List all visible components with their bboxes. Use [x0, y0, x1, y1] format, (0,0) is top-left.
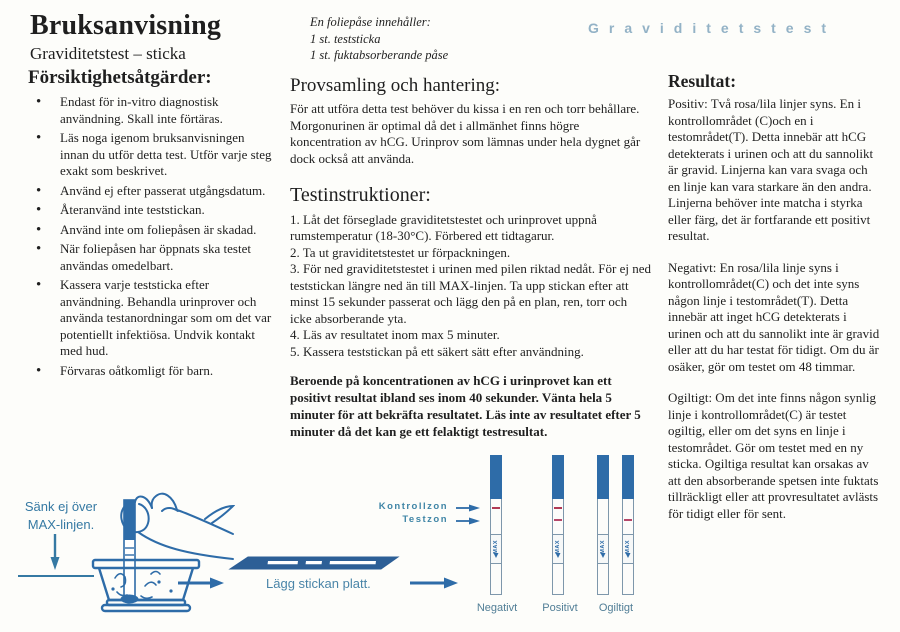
stick-max-mark [552, 535, 564, 564]
stick-handle [552, 455, 564, 499]
stick-tip [552, 564, 564, 595]
arrow-down-icon [493, 553, 499, 558]
arrow-down-icon [555, 553, 561, 558]
stick-caption-negative: Negativt [476, 602, 518, 614]
arrow-down-icon [600, 553, 606, 558]
sampling-and-instructions-section [290, 74, 652, 441]
control-line [492, 507, 500, 509]
arrow-right-icon [456, 517, 480, 525]
stick-max-mark [597, 535, 609, 564]
package-note-line: 1 st. fuktabsorberande påse [310, 48, 449, 62]
dip-label-line: MAX-linjen. [27, 516, 95, 532]
stick-max-mark [622, 535, 634, 564]
timing-warning: Beroende på koncentrationen av hCG i urinprovet kan ett positivt resultat ibland ses inom 40 sekunder. Vänta hela 5 minuter för att bekräfta resultatet. Läs inte av resultatet efter 5 minuter då det kan ge ett felaktigt testresultat. [290, 373, 641, 439]
stick-result-window [490, 499, 502, 535]
stick-handle [622, 455, 634, 499]
test-stick-negative [490, 455, 502, 595]
dip-test-illustration [85, 462, 235, 614]
page-subtitle: Graviditetstest – sticka [30, 44, 186, 63]
test-stick-invalid-testline-only [622, 455, 634, 595]
test-line [554, 519, 562, 521]
flat-stick-illustration [228, 553, 400, 575]
max-label: MAX [625, 539, 631, 554]
zone-labels [378, 500, 448, 527]
instruction-step: 4. Läs av resultatet inom max 5 minuter. [290, 327, 500, 343]
instruction-step: 3. För ned graviditetstestet i urinen med pilen riktad nedåt. För ej ned teststickan längre ned än till MAX-linjen. Ta upp stickan efter att minst 15 sekunder passerat och lägg den på en plan, ren, torr och icke absorberande yta. [290, 261, 652, 326]
stick-handle [490, 455, 502, 499]
list-item: • Endast för in-vitro diagnostisk användning. Skall inte förtäras. [28, 94, 276, 127]
sampling-body: För att utföra detta test behöver du kissa i en ren och torr behållare. Morgonurinen är optimal då det i allmänhet finns högre koncentration av hCG. Urinprov som lämnas under hela dygnet går dock också att använda. [290, 101, 641, 166]
sampling-heading: Provsamling och hantering: [290, 75, 501, 96]
results-section [668, 70, 880, 537]
result-negative-text: Negativt: En rosa/lila linje syns i kontrollområdet(C) och det inte syns någon linje i testområdet(T). Detta innebär att inget hCG detekterats i urinen och att du sannolikt inte är gravid eller att du har testat för tidigt. Om du är osäker, gör om testet om 48 timmar. [668, 259, 880, 374]
control-line [554, 507, 562, 509]
result-positive-text: Positiv: Två rosa/lila linjer syns. En i kontrollområdet (C)och en i testområdet(T). Detta innebär att hCG detekterats i urinen och att du sannolikt är gravid. Linjerna kan vara svaga och en linje kan vara starkare än den andra. Linjerna behöver inte matcha i styrka eller färg, det är fortfarande ett positivt resultat. [668, 96, 874, 244]
arrow-right-icon [410, 577, 458, 589]
result-invalid-text: Ogiltigt: Om det inte finns någon synlig linje i kontrollområdet(C) är testet ogiltig, eller om det syns en linje i testområdet. Gör om testet med en ny sticka. Ogiltiga resultat kan orsakas av att den absorberande spetsen inte fuktats tillräckligt eller att provresultatet avlästs för tidigt eller för sent. [668, 390, 879, 521]
list-item: • Läs noga igenom bruksanvisningen innan du utför detta test. Utför varje steg exakt som beskrivet. [28, 130, 276, 180]
stick-tip [490, 564, 502, 595]
stick-caption-positive: Positivt [542, 602, 578, 614]
stick-handle [597, 455, 609, 499]
arrow-right-icon [456, 504, 480, 512]
arrow-right-icon [178, 577, 224, 589]
package-note-line: 1 st. teststicka [310, 31, 381, 46]
stick-result-window [552, 499, 564, 535]
control-zone-label: Kontrollzon [378, 501, 448, 512]
results-heading: Resultat: [668, 71, 737, 91]
title-block [30, 10, 280, 64]
stick-caption-invalid: Ogiltigt [598, 602, 634, 614]
test-stick-invalid-blank [597, 455, 609, 595]
package-note-line: En foliepåse innehåller: [310, 15, 431, 29]
instruction-step: 2. Ta ut graviditetstestet ur förpackningen. [290, 244, 511, 260]
list-item: • Använd inte om foliepåsen är skadad. [28, 222, 276, 239]
test-zone-label: Testzon [402, 514, 448, 526]
max-label: MAX [493, 539, 499, 554]
instructions-heading: Testinstruktioner: [290, 184, 431, 207]
stick-result-window [622, 499, 634, 535]
precautions-list [28, 94, 276, 379]
max-label: MAX [555, 539, 561, 554]
stick-result-window [597, 499, 609, 535]
stick-tip [597, 564, 609, 595]
precautions-heading: Försiktighetsåtgärder: [28, 67, 212, 88]
list-item: • När foliepåsen har öppnats ska testet användas omedelbart. [28, 241, 276, 274]
test-stick-positive [552, 455, 564, 595]
max-label: MAX [600, 539, 606, 554]
stick-tip [622, 564, 634, 595]
test-line [624, 519, 632, 521]
precautions-section [28, 66, 276, 382]
flat-instruction-label: Lägg stickan platt. [266, 576, 371, 591]
instruction-step: 1. Låt det förseglade graviditetstestet och urinprovet uppnå rumstemperatur (18-30°C). Förbered ett tidtagarur. [290, 211, 597, 244]
dip-label-line: Sänk ej över [24, 499, 98, 514]
stick-max-mark [490, 535, 502, 564]
list-item: • Använd ej efter passerat utgångsdatum. [28, 183, 276, 200]
brand-header: Graviditetstest [588, 20, 837, 36]
arrow-down-icon [49, 534, 61, 570]
instructions-steps [290, 212, 652, 361]
list-item: • Kassera varje teststicka efter användning. Behandla urinprover och använda testanordningar som om det var potentiellt infektiösa. Undvik kontakt med hud. [28, 277, 276, 360]
page-title: Bruksanvisning [30, 10, 222, 41]
list-item: • Återanvänd inte teststickan. [28, 202, 276, 219]
list-item: • Förvaras oåtkomligt för barn. [28, 363, 276, 380]
arrow-down-icon [625, 553, 631, 558]
instruction-step: 5. Kassera teststickan på ett säkert sätt efter användning. [290, 343, 584, 359]
max-level-line [18, 575, 94, 577]
package-contents-note [310, 14, 448, 64]
